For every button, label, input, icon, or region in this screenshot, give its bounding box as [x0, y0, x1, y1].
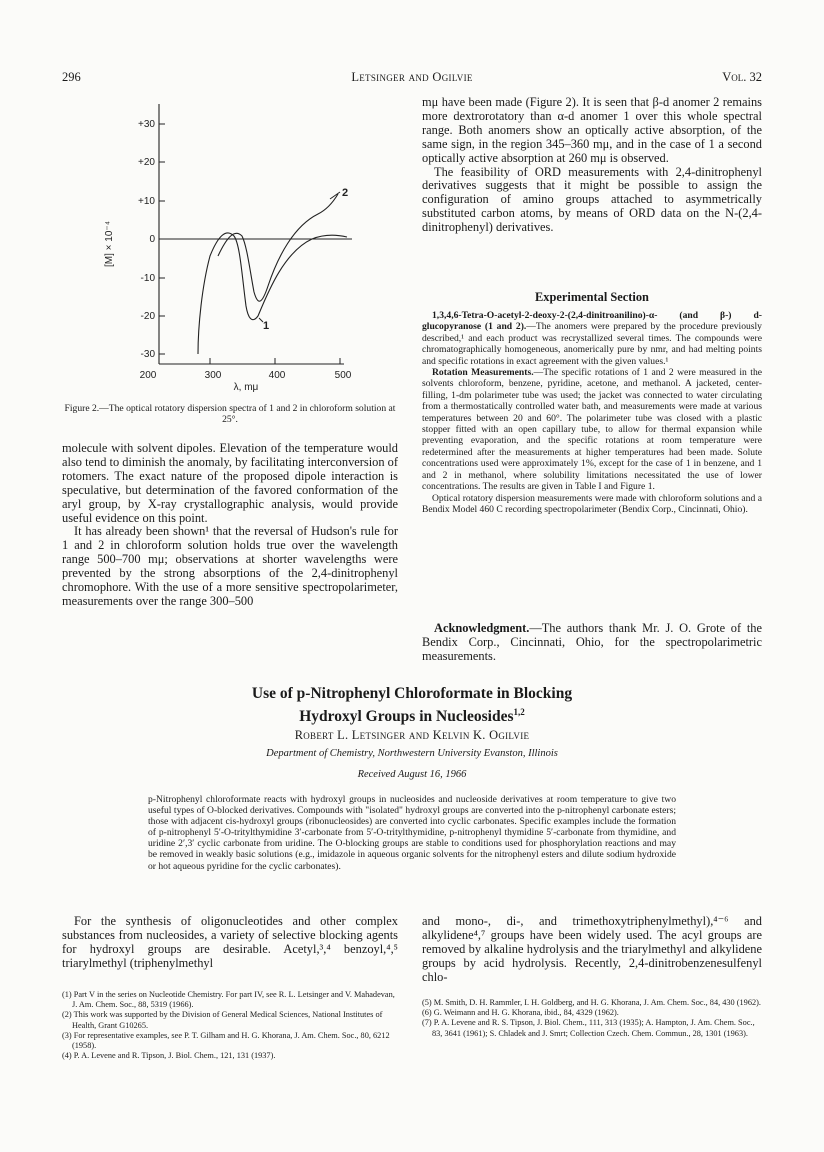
- curve-2-label: 2: [342, 187, 349, 199]
- footnote: (4) P. A. Levene and R. Tipson, J. Biol. Chem., 121, 131 (1937).: [62, 1051, 276, 1061]
- experimental-heading: Experimental Section: [535, 290, 649, 304]
- paragraph: mμ have been made (Figure 2). It is seen that β-d anomer 2 remains more dextrorotatory than α-d anomer 1 over this whole spectral range. Both anomers show an optically active absorption, of the same sign, in the region 345–360 mμ, and in the case of 1 a second optically active absorption at 260 mμ is observed.: [422, 95, 762, 165]
- paragraph: For the synthesis of oligonucleotides and other complex substances from nucleosides, a variety of selective blocking agents for hydroxyl groups are desirable. Acetyl,³,⁴ benzoyl,⁴,⁵ triarylmethyl (triphenylmethyl: [62, 914, 398, 970]
- article-title: [0, 684, 824, 726]
- title-line-1: Use of p-Nitrophenyl Chloroformate in Blocking: [251, 685, 573, 702]
- title-superscript: 1,2: [513, 707, 525, 717]
- running-title: Letsinger and Ogilvie: [351, 70, 473, 84]
- x-tick-label: 500: [334, 370, 352, 381]
- paragraph: molecule with solvent dipoles. Elevation of the temperature would also tend to diminish the anomaly, by facilitating interconversion of rotomers. The exact nature of the proposed dipole interaction is speculative, but determination of the favored conformation of the aryl group, by X-ray crystallographic analysis, would provide useful evidence on this point.: [62, 441, 398, 525]
- footnote: (3) For representative examples, see P. T. Gilham and H. G. Khorana, J. Am. Chem. Soc., 80, 6212 (1958).: [62, 1030, 390, 1051]
- x-tick-label: 300: [204, 370, 222, 381]
- paragraph: —The anomers were prepared by the procedure previously described,¹ and each product was recrystallized several times. The compounds were chromatographically homogeneous, anomerically pure by nmr, and had melting points and specific rotations in exact agreement with the given values.¹: [422, 321, 762, 367]
- paragraph: and mono-, di-, and trimethoxytriphenylmethyl),⁴⁻⁶ and alkylidene⁴,⁷ groups have been widely used. The acyl groups are removed by alkaline hydrolysis and the triarylmethyl and alkylidene groups by acid hydrolysis. Recently, 2,4-dinitrobenzenesulfenyl chlo-: [422, 914, 762, 984]
- footnote: (1) Part V in the series on Nucleotide Chemistry. For part IV, see R. L. Letsinger and V. Mahadevan, J. Am. Chem. Soc., 88, 5319 (1966).: [62, 990, 395, 1010]
- ord-spectra-figure: [62, 96, 392, 396]
- y-tick-label: 0: [149, 234, 155, 245]
- x-axis-label: λ, mμ: [233, 382, 259, 393]
- affiliation: Department of Chemistry, Northwestern University Evanston, Illinois: [266, 748, 558, 759]
- paragraph: The feasibility of ORD measurements with 2,4-dinitrophenyl derivatives suggests that it might be possible to assign the configuration of amino groups attached to asymmetrically substituted carbon atoms, by means of ORD data on the N-(2,4-dinitrophenyl) derivatives.: [422, 164, 762, 235]
- paragraph: —The specific rotations of 1 and 2 were measured in the solvents chloroform, benzene, pyridine, acetone, and methanol. A jacketed, center-filling, 1-dm polarimeter tube was used; the jacket was connected to water circulating from a thermostatically controlled water bath, and measurements were made at various temperatures between 20 and 60°. The polarimeter tube was closed with a plastic stopper fitted with an open capillary tube, to allow for thermal expansion while preventing evaporation, and the specific rotations at room temperature were redetermined after the measurements at higher temperatures had been made. Solute concentrations used were approximately 1%, except for the case of 1 in benzene, and 1 and 2 in methanol, where solubility limitations necessitated the use of lower concentrations. The results are given in Table I and Figure 1.: [422, 367, 762, 493]
- paragraph: —The authors thank Mr. J. O. Grote of the Bendix Corp., Cincinnati, Ohio, for the spectropolarimetric measurements.: [422, 621, 762, 663]
- figure-caption: Figure 2.—The optical rotatory dispersion spectra of 1 and 2 in chloroform solution at 25°.: [64, 403, 396, 425]
- y-tick-label: +10: [138, 196, 155, 207]
- footnote: (6) G. Weimann and H. G. Khorana, ibid., 84, 4329 (1962).: [422, 1008, 619, 1018]
- footnotes-left: [62, 990, 398, 1061]
- compound-heading: 1,3,4,6-Tetra-O-acetyl-2-deoxy-2-(2,4-dinitroanilino)-α- (and β-) d-glucopyranose (1 and 2).: [422, 310, 762, 333]
- abstract: p-Nitrophenyl chloroformate reacts with hydroxyl groups in nucleosides and nucleoside derivatives at room temperature to give two useful types of O-blocked derivatives. Compounds with "isolated" hydroxyl groups are converted into the p-nitrophenyl carbonate esters; those with adjacent cis-hydroxyl groups (ribonucleosides) are converted into cyclic carbonates. Specific examples include the formation of p-nitrophenyl 5′-O-tritylthymidine 3′-carbonate from 5′-O-tritylthymidine, p-nitrophenyl thymidine 5′-carbonate from thymidine, and uridine 2′,3′ cyclic carbonate from uridine. The O-blocking groups are stable to conditions used for phosphorylation reactions and may be removed in weakly basic solutions (e.g., imidazole in aqueous organic solvents for the nitrophenyl esters and dilute sodium hydroxide or hot aqueous pyridine for the cyclic carbonates).: [148, 794, 676, 872]
- right-column-body: [422, 915, 762, 985]
- ack-heading: Acknowledgment.: [434, 621, 530, 635]
- footnote: (7) P. A. Levene and R. S. Tipson, J. Biol. Chem., 111, 313 (1935); A. Hampton, J. Am. Chem. Soc., 83, 3641 (1961); S. Chladek and J. Smrt; Collection Czech. Chem. Commun., 28, 1301 (1963).: [422, 1018, 755, 1038]
- y-tick-label: -10: [140, 273, 155, 284]
- curve-1-label: 1: [263, 320, 270, 332]
- volume-label: Vol. 32: [722, 70, 762, 84]
- left-column-body: [62, 915, 398, 971]
- subheading: Rotation Measurements.: [432, 367, 534, 379]
- footnote: (2) This work was supported by the Division of General Medical Sciences, National Institutes of Health, Grant G10265.: [62, 1010, 383, 1030]
- x-tick-label: 400: [268, 370, 286, 381]
- page-number: 296: [62, 70, 81, 84]
- paragraph: It has already been shown¹ that the reversal of Hudson's rule for 1 and 2 in chloroform solution holds true over the wavelength range 500–700 mμ; observations at shorter wavelengths were prevented by the strong absorptions of the 2,4-dinitrophenyl chromophore. With the use of a more sensitive spectropolarimeter, measurements over the range 300–500: [62, 524, 398, 608]
- right-column-top: [422, 96, 762, 235]
- y-tick-label: +20: [138, 157, 155, 168]
- footnotes-right: [422, 998, 762, 1039]
- curve-2: [218, 194, 338, 301]
- y-tick-label: +30: [138, 119, 155, 130]
- y-tick-label: -30: [140, 349, 155, 360]
- title-line-2: Hydroxyl Groups in Nucleosides: [299, 708, 514, 726]
- y-axis-label: [M] × 10⁻⁴: [104, 221, 115, 267]
- acknowledgment: [422, 622, 762, 664]
- experimental-section: [422, 310, 762, 515]
- x-tick-label: 200: [139, 370, 157, 381]
- received-date: Received August 16, 1966: [357, 769, 467, 780]
- left-column-top: [62, 442, 398, 609]
- paragraph: Optical rotatory dispersion measurements were made with chloroform solutions and a Bendix Model 460 C recording spectropolarimeter (Bendix Corp., Cincinnati, Ohio).: [422, 492, 762, 515]
- authors: Robert L. Letsinger and Kelvin K. Ogilvie: [294, 728, 530, 742]
- y-tick-label: -20: [140, 311, 155, 322]
- footnote: (5) M. Smith, D. H. Rammler, I. H. Goldberg, and H. G. Khorana, J. Am. Chem. Soc., 84, 430 (1962).: [422, 998, 761, 1007]
